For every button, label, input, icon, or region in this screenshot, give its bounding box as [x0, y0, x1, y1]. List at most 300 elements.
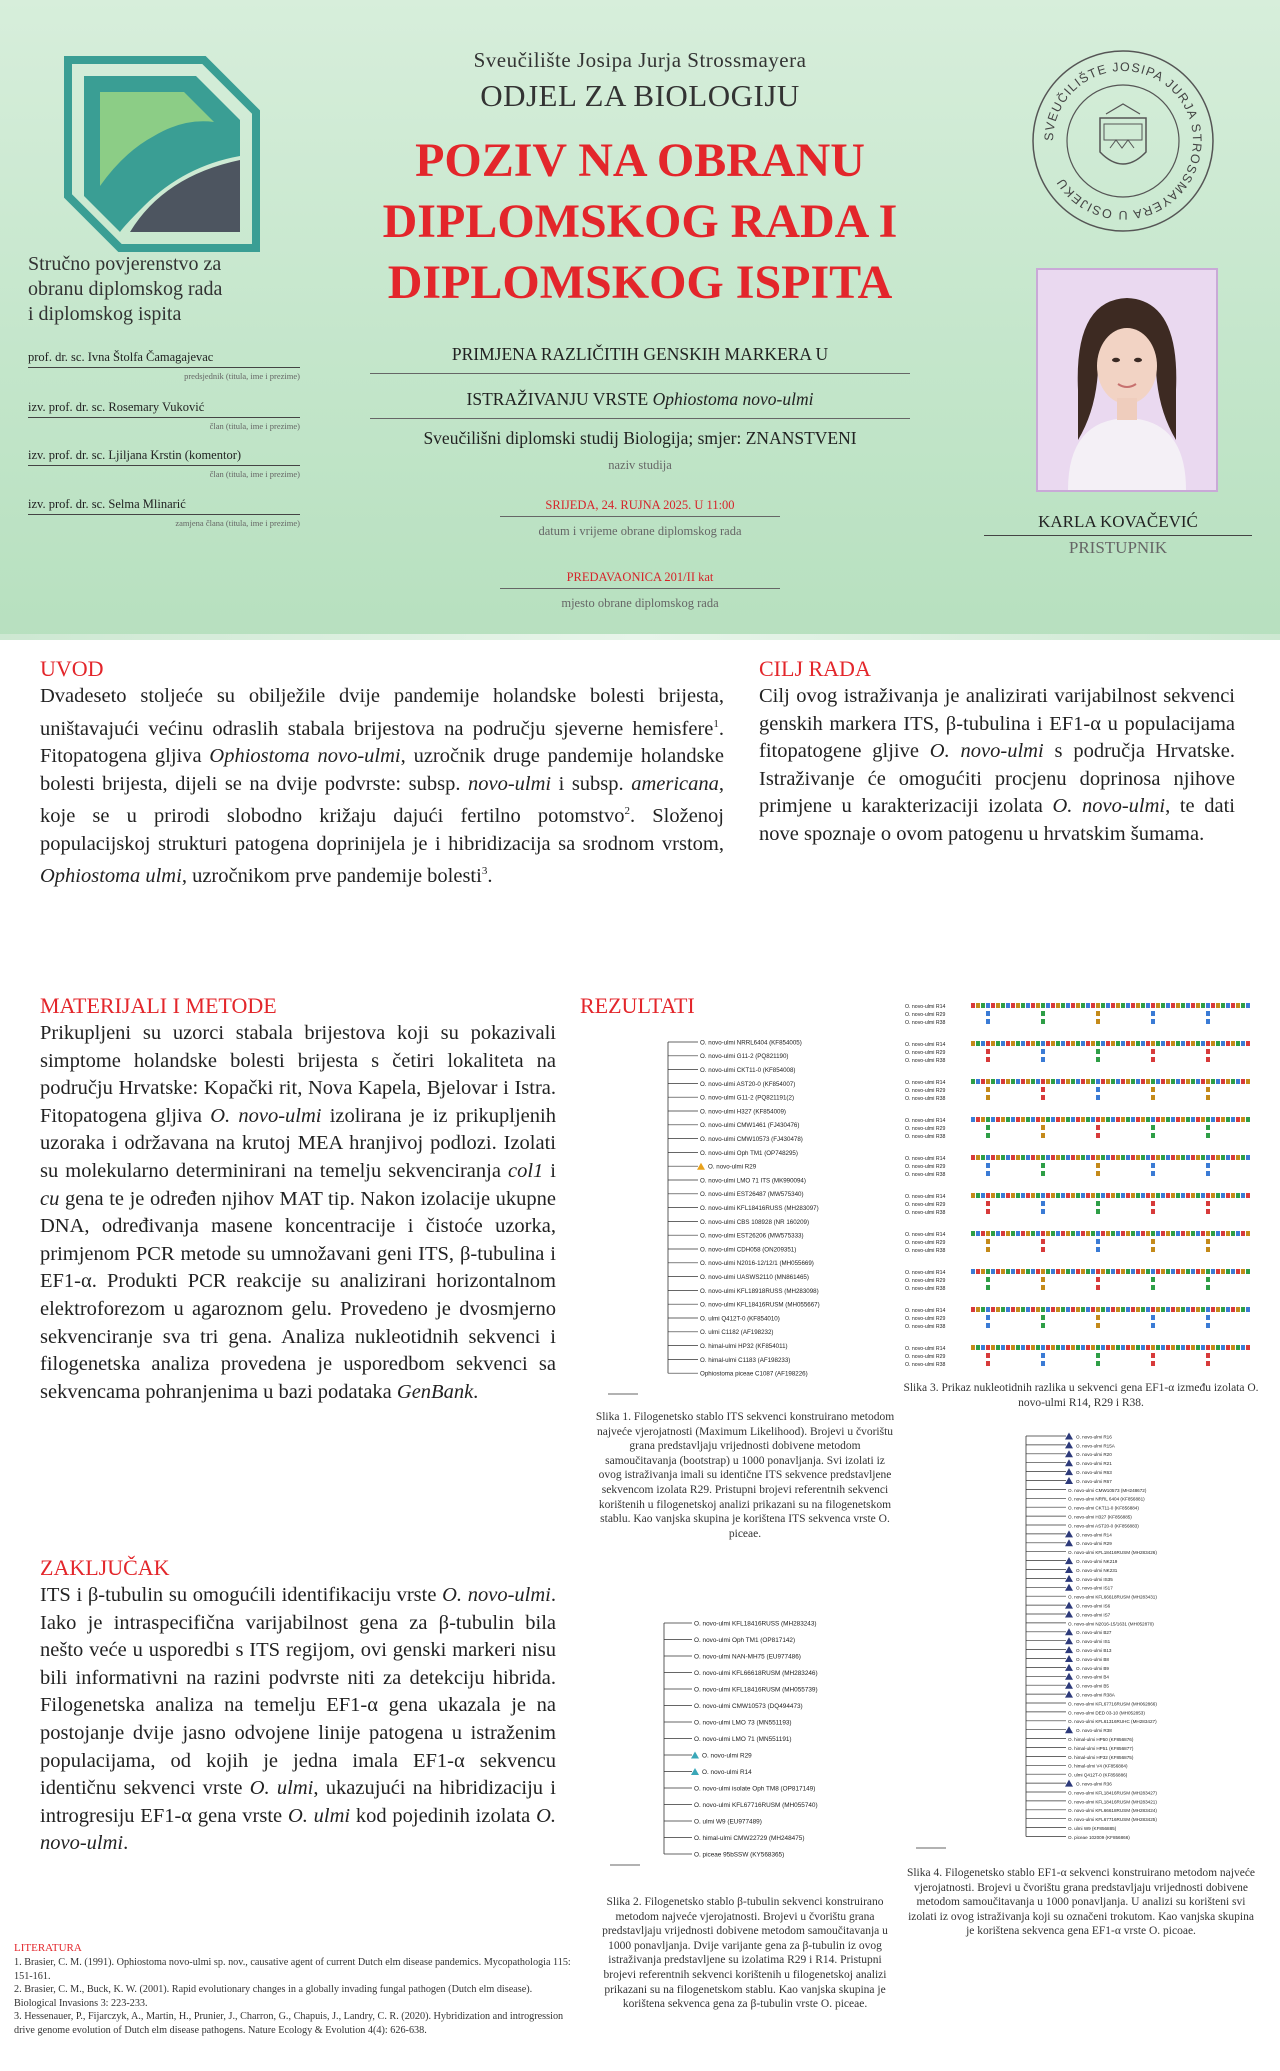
alignment-base: [1206, 1277, 1210, 1282]
alignment-base: [1171, 1125, 1175, 1130]
alignment-base: [1056, 1247, 1060, 1252]
alignment-base: [1096, 1019, 1100, 1024]
alignment-base: [1006, 1247, 1010, 1252]
alignment-base: [1196, 1019, 1200, 1024]
alignment-base: [1081, 1117, 1085, 1122]
alignment-base: [1021, 1057, 1025, 1062]
divider: [500, 588, 780, 589]
alignment-base: [1006, 1353, 1010, 1358]
alignment-base: [976, 1285, 980, 1290]
alignment-base: [1061, 1361, 1065, 1366]
alignment-base: [1091, 1361, 1095, 1366]
alignment-base: [1191, 1003, 1195, 1008]
alignment-base: [1181, 1049, 1185, 1054]
alignment-base: [971, 1361, 975, 1366]
alignment-base: [1086, 1209, 1090, 1214]
alignment-base: [1041, 1353, 1045, 1358]
committee-member-chair: [28, 350, 300, 381]
alignment-base: [1161, 1345, 1165, 1350]
alignment-base: [1166, 1361, 1170, 1366]
alignment-base: [1196, 1155, 1200, 1160]
alignment-base: [1176, 1239, 1180, 1244]
alignment-base: [981, 1049, 985, 1054]
alignment-base: [1011, 1323, 1015, 1328]
alignment-base: [1201, 1171, 1205, 1176]
alignment-base: [1221, 1209, 1225, 1214]
alignment-base: [1191, 1171, 1195, 1176]
alignment-base: [986, 1133, 990, 1138]
alignment-base: [1116, 1323, 1120, 1328]
alignment-base: [1146, 1277, 1150, 1282]
alignment-base: [976, 1095, 980, 1100]
alignment-base: [1236, 1285, 1240, 1290]
alignment-base: [1101, 1269, 1105, 1274]
alignment-base: [1016, 1095, 1020, 1100]
alignment-base: [991, 1345, 995, 1350]
alignment-base: [1066, 1019, 1070, 1024]
alignment-base: [1096, 1315, 1100, 1320]
alignment-base: [1066, 1307, 1070, 1312]
alignment-base: [996, 1041, 1000, 1046]
alignment-base: [1191, 1087, 1195, 1092]
alignment-base: [1091, 1277, 1095, 1282]
alignment-base: [1016, 1079, 1020, 1084]
alignment-base: [1121, 1057, 1125, 1062]
alignment-base: [1146, 1133, 1150, 1138]
alignment-base: [1096, 1163, 1100, 1168]
alignment-base: [1036, 1315, 1040, 1320]
tree-leaf-label: O. novo-ulmi KFL66618RUSM (MH283424): [1068, 1808, 1157, 1814]
alignment-base: [1186, 1209, 1190, 1214]
alignment-base: [1081, 1125, 1085, 1130]
alignment-base: [1011, 1003, 1015, 1008]
alignment-base: [1176, 1285, 1180, 1290]
alignment-base: [1136, 1201, 1140, 1206]
alignment-base: [1091, 1095, 1095, 1100]
alignment-base: [1216, 1171, 1220, 1176]
alignment-base: [1011, 1315, 1015, 1320]
alignment-base: [1236, 1361, 1240, 1366]
alignment-base: [1161, 1049, 1165, 1054]
uvod-text: Dvadeseto stoljeće su obilježile dvije pandemije holandske bolesti brijesta, uništavajući većinu odraslih stabala brijestova na području sjeverne hemisfere$^1$. Fitopatogena gljiva Ophiostoma novo-ulmi, uzročnik druge pandemije holandske bolesti brijesta, dijeli se na dvije podvrste: subsp. novo-ulmi i subsp. americana, koje se u prirodi slobodno križaju dajući fertilno potomstvo$^2$. Složenoj populacijskoj strukturi patogena doprinijela je i hibridizacija sa srodnom vrstom, Ophiostoma ulmi, uzročnikom prve pandemije bolesti$^3$.: [40, 685, 724, 888]
alignment-base: [1016, 1003, 1020, 1008]
alignment-base: [1041, 1323, 1045, 1328]
alignment-base: [1161, 1087, 1165, 1092]
tree-leaf-label: O. himal-ulmi HP32 (KF856875): [1068, 1754, 1134, 1760]
alignment-base: [1136, 1285, 1140, 1290]
alignment-base: [1041, 1345, 1045, 1350]
alignment-base: [1026, 1079, 1030, 1084]
alignment-base: [1246, 1117, 1250, 1122]
alignment-base: [1016, 1117, 1020, 1122]
tree-leaf-label: O. novo-ulmi IS7: [1076, 1612, 1111, 1618]
alignment-base: [1091, 1285, 1095, 1290]
alignment-base: [1181, 1003, 1185, 1008]
alignment-base: [1091, 1231, 1095, 1236]
alignment-base: [1106, 1041, 1110, 1046]
alignment-base: [1051, 1239, 1055, 1244]
alignment-base: [1031, 1155, 1035, 1160]
alignment-row-label: O. novo-ulmi R38: [905, 1020, 946, 1026]
alignment-base: [1041, 1133, 1045, 1138]
alignment-base: [1096, 1003, 1100, 1008]
alignment-base: [1041, 1315, 1045, 1320]
zakljucak-text: ITS i β-tubulin su omogućili identifikaciju vrste O. novo-ulmi. Iako je intraspecifična varijabilnost gena za β-tubulin bila nešto veće u usporedbi s ITS regijom, ovi genski markeri nisu bili informativni na razini podvrste niti za detekciju hibrida. Filogenetska analiza na temelju EF1-α gena ukazala je na postojanje dvije jasno odvojene linije patogena u istraženim populacijama, od kojih je jedna imala EF1-α sekvencu identičnu sekvenci vrste O. ulmi, ukazujući na hibridizaciju i introgresiju EF1-α gena vrste O. ulmi kod pojedinih izolata O. novo-ulmi.: [40, 1584, 556, 1855]
alignment-base: [1081, 1323, 1085, 1328]
alignment-base: [1076, 1057, 1080, 1062]
alignment-base: [1196, 1345, 1200, 1350]
alignment-base: [1051, 1133, 1055, 1138]
alignment-base: [1086, 1323, 1090, 1328]
alignment-base: [1061, 1315, 1065, 1320]
alignment-base: [1066, 1011, 1070, 1016]
alignment-base: [981, 1117, 985, 1122]
alignment-base: [1231, 1011, 1235, 1016]
tree-leaf-label: O. novo-ulmi KFL61316RUHC (MH283427): [1068, 1719, 1157, 1725]
alignment-base: [1086, 1163, 1090, 1168]
alignment-base: [1106, 1269, 1110, 1274]
alignment-base: [1056, 1117, 1060, 1122]
alignment-base: [1181, 1041, 1185, 1046]
alignment-base: [1086, 1049, 1090, 1054]
alignment-base: [1136, 1193, 1140, 1198]
alignment-base: [1046, 1163, 1050, 1168]
alignment-base: [1066, 1353, 1070, 1358]
alignment-base: [981, 1307, 985, 1312]
alignment-base: [981, 1209, 985, 1214]
alignment-base: [1051, 1049, 1055, 1054]
alignment-base: [1031, 1315, 1035, 1320]
alignment-base: [1006, 1285, 1010, 1290]
alignment-base: [981, 1201, 985, 1206]
alignment-base: [1106, 1125, 1110, 1130]
member-name: prof. dr. sc. Ivna Štolfa Čamagajevac: [28, 350, 300, 368]
alignment-base: [1221, 1315, 1225, 1320]
alignment-base: [1056, 1353, 1060, 1358]
alignment-base: [1151, 1133, 1155, 1138]
alignment-base: [991, 1193, 995, 1198]
alignment-base: [1241, 1163, 1245, 1168]
alignment-base: [1031, 1247, 1035, 1252]
alignment-base: [1081, 1163, 1085, 1168]
alignment-base: [1221, 1277, 1225, 1282]
alignment-base: [1191, 1163, 1195, 1168]
alignment-base: [1136, 1353, 1140, 1358]
alignment-base: [1196, 1269, 1200, 1274]
alignment-base: [1041, 1247, 1045, 1252]
alignment-base: [1241, 1323, 1245, 1328]
alignment-row-label: O. novo-ulmi R14: [905, 1042, 946, 1048]
alignment-base: [1076, 1361, 1080, 1366]
alignment-base: [1066, 1269, 1070, 1274]
zakljucak-title: ZAKLJUČAK: [40, 1555, 170, 1580]
alignment-base: [1071, 1057, 1075, 1062]
alignment-base: [1076, 1041, 1080, 1046]
alignment-base: [1111, 1361, 1115, 1366]
alignment-base: [1046, 1353, 1050, 1358]
tree-leaf-label: O. himal-ulmi HP51 (KF856877): [1068, 1745, 1134, 1751]
alignment-base: [1201, 1041, 1205, 1046]
alignment-base: [1226, 1285, 1230, 1290]
alignment-base: [1131, 1125, 1135, 1130]
alignment-base: [1016, 1201, 1020, 1206]
alignment-base: [1081, 1171, 1085, 1176]
alignment-base: [1081, 1155, 1085, 1160]
alignment-base: [1231, 1345, 1235, 1350]
alignment-base: [1196, 1277, 1200, 1282]
alignment-base: [1246, 1231, 1250, 1236]
alignment-base: [1146, 1247, 1150, 1252]
alignment-base: [1226, 1209, 1230, 1214]
alignment-base: [1036, 1117, 1040, 1122]
alignment-base: [976, 1345, 980, 1350]
alignment-base: [1036, 1125, 1040, 1130]
alignment-base: [1076, 1193, 1080, 1198]
alignment-base: [1136, 1003, 1140, 1008]
alignment-base: [1021, 1125, 1025, 1130]
alignment-base: [1071, 1133, 1075, 1138]
alignment-base: [1016, 1353, 1020, 1358]
alignment-base: [1001, 1307, 1005, 1312]
alignment-base: [1086, 1353, 1090, 1358]
alignment-base: [1001, 1269, 1005, 1274]
alignment-base: [1101, 1003, 1105, 1008]
alignment-base: [1226, 1239, 1230, 1244]
alignment-base: [1146, 1239, 1150, 1244]
tree-leaf-label: Ophiostoma piceae C1087 (AF198226): [700, 1370, 808, 1378]
alignment-base: [1026, 1011, 1030, 1016]
alignment-base: [1061, 1323, 1065, 1328]
alignment-base: [1211, 1345, 1215, 1350]
alignment-base: [1161, 1277, 1165, 1282]
alignment-base: [1231, 1019, 1235, 1024]
alignment-base: [981, 1003, 985, 1008]
tree-leaf-label: O. novo-ulmi IS17: [1076, 1585, 1113, 1591]
alignment-base: [1071, 1285, 1075, 1290]
alignment-base: [1201, 1231, 1205, 1236]
alignment-base: [1116, 1057, 1120, 1062]
alignment-base: [1116, 1079, 1120, 1084]
university-seal: [1030, 48, 1216, 234]
alignment-base: [1051, 1345, 1055, 1350]
alignment-base: [1101, 1307, 1105, 1312]
alignment-base: [1096, 1079, 1100, 1084]
alignment-base: [1141, 1133, 1145, 1138]
alignment-base: [1091, 1315, 1095, 1320]
alignment-base: [1181, 1345, 1185, 1350]
alignment-base: [1046, 1087, 1050, 1092]
alignment-base: [1116, 1209, 1120, 1214]
alignment-base: [1026, 1231, 1030, 1236]
divider: [500, 516, 780, 517]
alignment-base: [1131, 1133, 1135, 1138]
alignment-base: [1206, 1285, 1210, 1290]
alignment-base: [1111, 1117, 1115, 1122]
candidate-role: PRISTUPNIK: [1068, 538, 1168, 557]
alignment-base: [1151, 1125, 1155, 1130]
alignment-base: [1131, 1095, 1135, 1100]
tree-leaf-label: O. novo-ulmi B8: [1076, 1656, 1109, 1662]
alignment-base: [1201, 1315, 1205, 1320]
alignment-base: [1196, 1209, 1200, 1214]
alignment-base: [1046, 1345, 1050, 1350]
alignment-base: [1236, 1079, 1240, 1084]
alignment-base: [1136, 1163, 1140, 1168]
alignment-base: [1126, 1163, 1130, 1168]
alignment-base: [1111, 1095, 1115, 1100]
alignment-base: [1246, 1057, 1250, 1062]
alignment-base: [1126, 1361, 1130, 1366]
tree-leaf-label: O. novo-ulmi CMW10573 (MH248672): [1068, 1487, 1147, 1493]
alignment-base: [1076, 1087, 1080, 1092]
alignment-base: [1116, 1117, 1120, 1122]
alignment-base: [981, 1247, 985, 1252]
alignment-base: [1241, 1133, 1245, 1138]
alignment-base: [1206, 1345, 1210, 1350]
alignment-base: [1156, 1277, 1160, 1282]
alignment-base: [1056, 1125, 1060, 1130]
alignment-base: [1136, 1361, 1140, 1366]
tree-leaf-label: O. novo-ulmi B9: [1076, 1665, 1109, 1671]
alignment-base: [1101, 1285, 1105, 1290]
alignment-base: [1191, 1285, 1195, 1290]
alignment-base: [996, 1323, 1000, 1328]
alignment-base: [1186, 1353, 1190, 1358]
figure-3-ef1a-alignment: [903, 990, 1259, 1374]
alignment-base: [1136, 1019, 1140, 1024]
alignment-base: [1126, 1125, 1130, 1130]
alignment-base: [1081, 1041, 1085, 1046]
alignment-row-label: O. novo-ulmi R38: [905, 1248, 946, 1254]
alignment-base: [1126, 1057, 1130, 1062]
alignment-base: [1096, 1361, 1100, 1366]
alignment-base: [1216, 1345, 1220, 1350]
alignment-base: [1211, 1125, 1215, 1130]
alignment-base: [1151, 1163, 1155, 1168]
alignment-base: [1041, 1285, 1045, 1290]
alignment-base: [1031, 1003, 1035, 1008]
alignment-base: [1076, 1239, 1080, 1244]
alignment-base: [1076, 1117, 1080, 1122]
alignment-base: [981, 1353, 985, 1358]
alignment-base: [1196, 1323, 1200, 1328]
alignment-base: [1181, 1117, 1185, 1122]
alignment-base: [1161, 1323, 1165, 1328]
tree-leaf-label: O. himal-ulmi HP50 (KF856876): [1068, 1737, 1134, 1742]
alignment-base: [1121, 1353, 1125, 1358]
alignment-base: [1061, 1231, 1065, 1236]
alignment-base: [1206, 1133, 1210, 1138]
alignment-base: [1146, 1087, 1150, 1092]
alignment-base: [1201, 1307, 1205, 1312]
alignment-base: [1181, 1125, 1185, 1130]
alignment-base: [1176, 1209, 1180, 1214]
alignment-base: [1091, 1171, 1095, 1176]
alignment-base: [971, 1041, 975, 1046]
alignment-base: [1096, 1269, 1100, 1274]
alignment-base: [1246, 1269, 1250, 1274]
alignment-base: [986, 1079, 990, 1084]
alignment-base: [1106, 1209, 1110, 1214]
alignment-base: [1176, 1125, 1180, 1130]
alignment-base: [1231, 1087, 1235, 1092]
alignment-base: [971, 1315, 975, 1320]
alignment-base: [1216, 1117, 1220, 1122]
alignment-base: [1141, 1285, 1145, 1290]
alignment-base: [1226, 1155, 1230, 1160]
alignment-base: [1141, 1307, 1145, 1312]
alignment-row-label: O. novo-ulmi R14: [905, 1080, 946, 1086]
alignment-base: [1016, 1239, 1020, 1244]
alignment-base: [1091, 1155, 1095, 1160]
alignment-base: [1226, 1201, 1230, 1206]
alignment-base: [1091, 1209, 1095, 1214]
tree-leaf-label: O. novo-ulmi IS35: [1076, 1576, 1113, 1582]
alignment-base: [1071, 1163, 1075, 1168]
alignment-base: [1061, 1345, 1065, 1350]
alignment-base: [1236, 1125, 1240, 1130]
alignment-base: [1211, 1171, 1215, 1176]
alignment-base: [971, 1003, 975, 1008]
alignment-base: [976, 1307, 980, 1312]
alignment-base: [1111, 1277, 1115, 1282]
alignment-base: [1081, 1049, 1085, 1054]
alignment-base: [1001, 1323, 1005, 1328]
alignment-base: [1221, 1125, 1225, 1130]
alignment-base: [1186, 1315, 1190, 1320]
alignment-base: [1116, 1003, 1120, 1008]
alignment-base: [1231, 1323, 1235, 1328]
alignment-base: [1121, 1193, 1125, 1198]
alignment-base: [1126, 1019, 1130, 1024]
alignment-base: [1241, 1353, 1245, 1358]
alignment-base: [1236, 1041, 1240, 1046]
alignment-base: [1131, 1155, 1135, 1160]
alignment-base: [1061, 1079, 1065, 1084]
place-caption: mjesto obrane diplomskog rada: [561, 596, 719, 610]
alignment-row-label: O. novo-ulmi R29: [905, 1278, 946, 1284]
alignment-base: [1036, 1095, 1040, 1100]
alignment-base: [1141, 1049, 1145, 1054]
alignment-base: [1206, 1231, 1210, 1236]
alignment-base: [1056, 1003, 1060, 1008]
alignment-base: [1221, 1133, 1225, 1138]
alignment-base: [1026, 1163, 1030, 1168]
alignment-base: [996, 1155, 1000, 1160]
alignment-base: [1066, 1133, 1070, 1138]
alignment-base: [1121, 1209, 1125, 1214]
alignment-base: [1156, 1155, 1160, 1160]
alignment-base: [1236, 1057, 1240, 1062]
alignment-base: [1071, 1231, 1075, 1236]
alignment-base: [1066, 1087, 1070, 1092]
alignment-base: [1216, 1049, 1220, 1054]
tree-leaf-label: O. novo-ulmi N2016-15/1631 (MH052870): [1068, 1621, 1154, 1627]
alignment-base: [1061, 1041, 1065, 1046]
alignment-base: [1001, 1011, 1005, 1016]
alignment-base: [1036, 1307, 1040, 1312]
alignment-base: [1166, 1079, 1170, 1084]
alignment-base: [1106, 1019, 1110, 1024]
alignment-base: [1171, 1133, 1175, 1138]
alignment-base: [1086, 1231, 1090, 1236]
tree-leaf-label: O. novo-ulmi R14: [702, 1768, 752, 1776]
alignment-base: [1061, 1095, 1065, 1100]
alignment-base: [1241, 1125, 1245, 1130]
alignment-base: [986, 1155, 990, 1160]
alignment-base: [1246, 1277, 1250, 1282]
alignment-base: [1221, 1057, 1225, 1062]
